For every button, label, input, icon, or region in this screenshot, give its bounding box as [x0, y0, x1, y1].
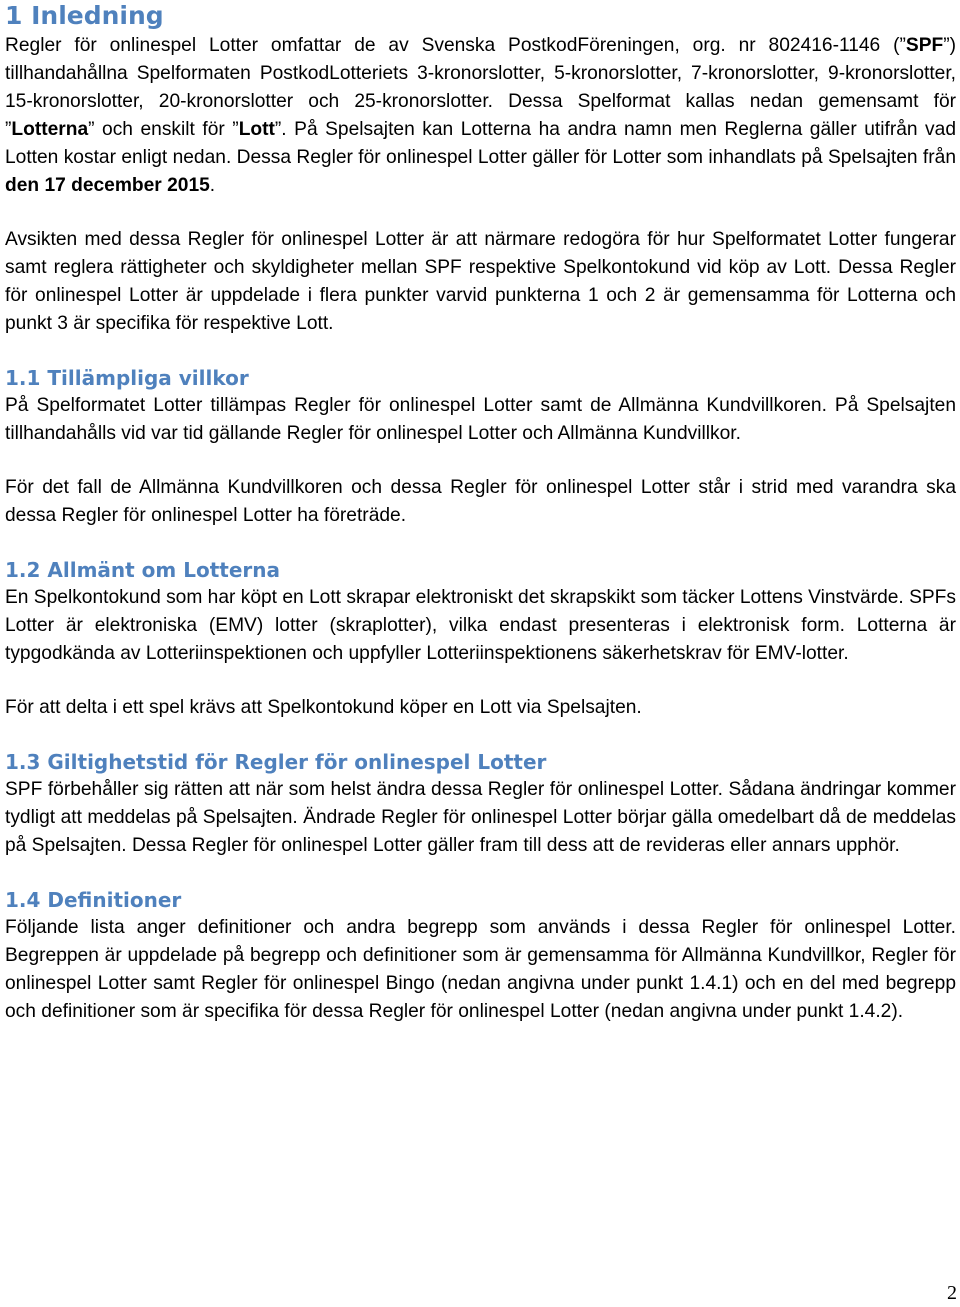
section-1-1-heading: 1.1 Tillämpliga villkor	[5, 366, 249, 390]
page-number: 2	[947, 1282, 957, 1304]
section-1-4-paragraph-1: Följande lista anger definitioner och andra begrepp som används i dessa Regler för onlinespel Lotter. Begreppen är uppdelade på begrepp och definitioner som är gemensamma för Allmänna Kundvillkor, Regler för onlinespel Lotter samt Regler för onlinespel Bingo (nedan angivna under punkt 1.4.1) och en del med begrepp och definitioner som är specifika för dessa Regler för onlinespel Lotter (nedan angivna under punkt 1.4.2).	[5, 917, 956, 1022]
section-1-2-paragraph-2: För att delta i ett spel krävs att Spelkontokund köper en Lott via Spelsajten.	[5, 697, 642, 718]
section-1-1-paragraph-1: På Spelformatet Lotter tillämpas Regler för onlinespel Lotter samt de Allmänna Kundvillkoren. På Spelsajten tillhandahålls vid var tid gällande Regler för onlinespel Lotter och Allmänna Kundvillkor.	[5, 395, 956, 444]
section-1-1-paragraph-2: För det fall de Allmänna Kundvillkoren och dessa Regler för onlinespel Lotter står i strid med varandra ska dessa Regler för onlinespel Lotter ha företräde.	[5, 477, 956, 526]
section-1-3-paragraph-1: SPF förbehåller sig rätten att när som helst ändra dessa Regler för onlinespel Lotter. Sådana ändringar kommer tydligt att meddelas på Spelsajten. Ändrade Regler för onlinespel Lotter börjar gälla omedelbart då de meddelas på Spelsajten. Dessa Regler för onlinespel Lotter gäller fram till dess att de revideras eller annars upphör.	[5, 779, 956, 856]
section-1-heading: 1 Inledning	[5, 1, 164, 30]
section-1-2-heading: 1.2 Allmänt om Lotterna	[5, 558, 280, 582]
section-1-3-heading: 1.3 Giltighetstid för Regler för onlinespel Lotter	[5, 750, 547, 774]
section-1-4-heading: 1.4 Definitioner	[5, 888, 182, 912]
section-1-2-paragraph-1: En Spelkontokund som har köpt en Lott skrapar elektroniskt det skrapskikt som täcker Lottens Vinstvärde. SPFs Lotter är elektroniska (EMV) lotter (skraplotter), vilka endast presenteras i elektronisk form. Lotterna är typgodkända av Lotteriinspektionen och uppfyller Lotteriinspektionens säkerhetskrav för EMV-lotter.	[5, 587, 956, 664]
section-1-paragraph-2: Avsikten med dessa Regler för onlinespel Lotter är att närmare redogöra för hur Spelformatet Lotter fungerar samt reglera rättigheter och skyldigheter mellan SPF respektive Spelkontokund vid köp av Lott. Dessa Regler för onlinespel Lotter är uppdelade i flera punkter varvid punkterna 1 och 2 är gemensamma för Lotterna och punkt 3 är specifika för respektive Lott.	[5, 229, 956, 334]
section-1-paragraph-1: Regler för onlinespel Lotter omfattar de av Svenska PostkodFöreningen, org. nr 802416-1146 (”SPF”) tillhandahållna Spelformaten PostkodLotteriets 3-kronorslotter, 5-kronorslotter, 7-kronorslotter, 9-kronorslotter, 15-kronorslotter, 20-kronorslotter och 25-kronorslotter. Dessa Spelformat kallas nedan gemensamt för ”Lotterna” och enskilt för ”Lott”. På Spelsajten kan Lotterna ha andra namn men Reglerna gäller utifrån vad Lotten kostar enligt nedan. Dessa Regler för onlinespel Lotter gäller för Lotter som inhandlats på Spelsajten från den 17 december 2015.	[5, 35, 956, 196]
